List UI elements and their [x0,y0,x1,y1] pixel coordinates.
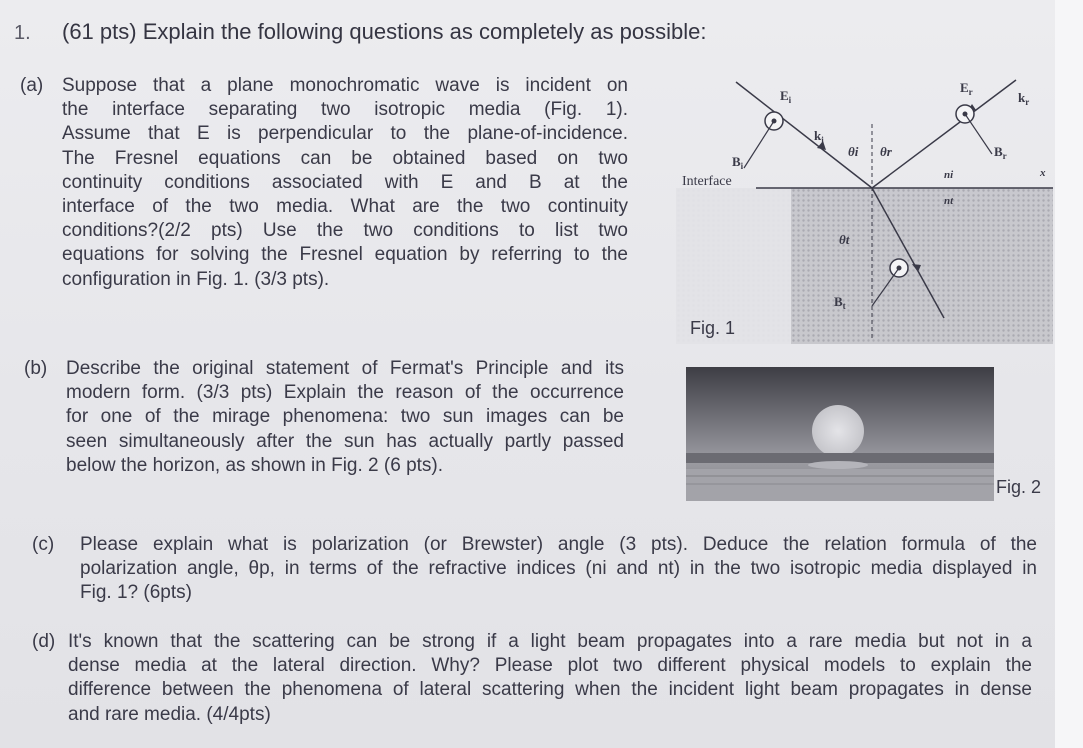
part-c-line: Fig. 1? (6pts) [80,582,192,604]
label-theta-i: θi [848,144,859,159]
part-d-line: difference between the phenomena of lateral scattering when the incident light beam propagates in dense [68,679,1032,701]
mirage-sunset-image [686,367,994,501]
figure-1 [676,68,1053,358]
question-number: 1. [14,22,31,44]
part-d-line: It's known that the scattering can be strong if a light beam propagates into a rare media but not in a [68,631,1032,652]
label-theta-t: θt [839,232,850,247]
part-b-label: (b) [24,358,48,379]
label-k-reflected: $k_r$ [1018,90,1030,107]
part-d [32,630,1032,727]
part-a-line: conditions?(2/2 pts) Use the two conditions to list two [62,220,628,242]
label-e-reflected: $E_r$ [960,80,973,97]
part-d-label: (d) [32,631,56,652]
label-x-axis: x [1040,167,1046,179]
sun-image-lower [808,461,868,469]
part-c-line: Please explain what is polarization (or Brewster) angle (3 pts). Deduce the relation formula of the [80,534,1037,555]
question-title: (61 pts) Explain the following questions as completely as possible: [62,19,707,44]
label-b-reflected: $B_r$ [994,144,1007,161]
label-theta-r: θr [880,144,892,159]
part-b-line: below the horizon, as shown in Fig. 2 (6 pts). [66,454,444,476]
part-a-line: the interface separating two isotropic media (Fig. 1). [62,99,628,121]
figure-1-diagram [676,68,1053,358]
part-b-line: for one of the mirage phenomena: two sun images can be [66,406,624,428]
label-b-incident: $B_i$ [732,154,744,171]
part-a-label: (a) [20,75,44,96]
part-b [24,357,624,478]
part-a-line: configuration in Fig. 1. (3/3 pts). [62,268,330,290]
label-n-t: nt [944,195,954,207]
label-e-incident: $E_i$ [780,88,792,105]
figure-2-photo [686,367,994,501]
part-a-line: The Fresnel equations can be obtained based on two [62,147,628,169]
sun-image-upper [812,405,864,457]
part-b-line: seen simultaneously after the sun has actually partly passed [66,430,624,452]
label-n-i: ni [944,169,954,181]
label-k-incident: $k_i$ [814,128,824,145]
interface-label: Interface [682,174,732,189]
part-a-line: Assume that E is perpendicular to the plane-of-incidence. [62,123,628,145]
part-b-line: Describe the original statement of Fermat's Principle and its [66,358,624,379]
part-d-line: dense media at the lateral direction. Why? Please plot two different physical models to explain the [68,655,1032,677]
label-b-transmitted: $B_t$ [834,294,846,311]
part-c [32,533,1037,606]
part-b-line: modern form. (3/3 pts) Explain the reason of the occurrence [66,382,624,404]
part-a-line: equations for solving the Fresnel equation by referring to the [62,244,628,266]
part-d-line: and rare media. (4/4pts) [68,703,271,725]
figure-2-caption: Fig. 2 [996,477,1042,497]
part-a-line: continuity conditions associated with E and B at the [62,171,628,193]
page-edge [1055,0,1083,748]
part-a [20,74,628,292]
figure-1-caption: Fig. 1 [690,318,736,338]
part-a-line: Suppose that a plane monochromatic wave is incident on [62,75,628,96]
incident-ray [736,82,872,188]
part-c-line: polarization angle, θp, in terms of the refractive indices (ni and nt) in the two isotropic media displayed in [80,558,1037,580]
part-c-label: (c) [32,534,55,555]
part-a-line: interface of the two media. What are the two continuity [62,196,628,218]
